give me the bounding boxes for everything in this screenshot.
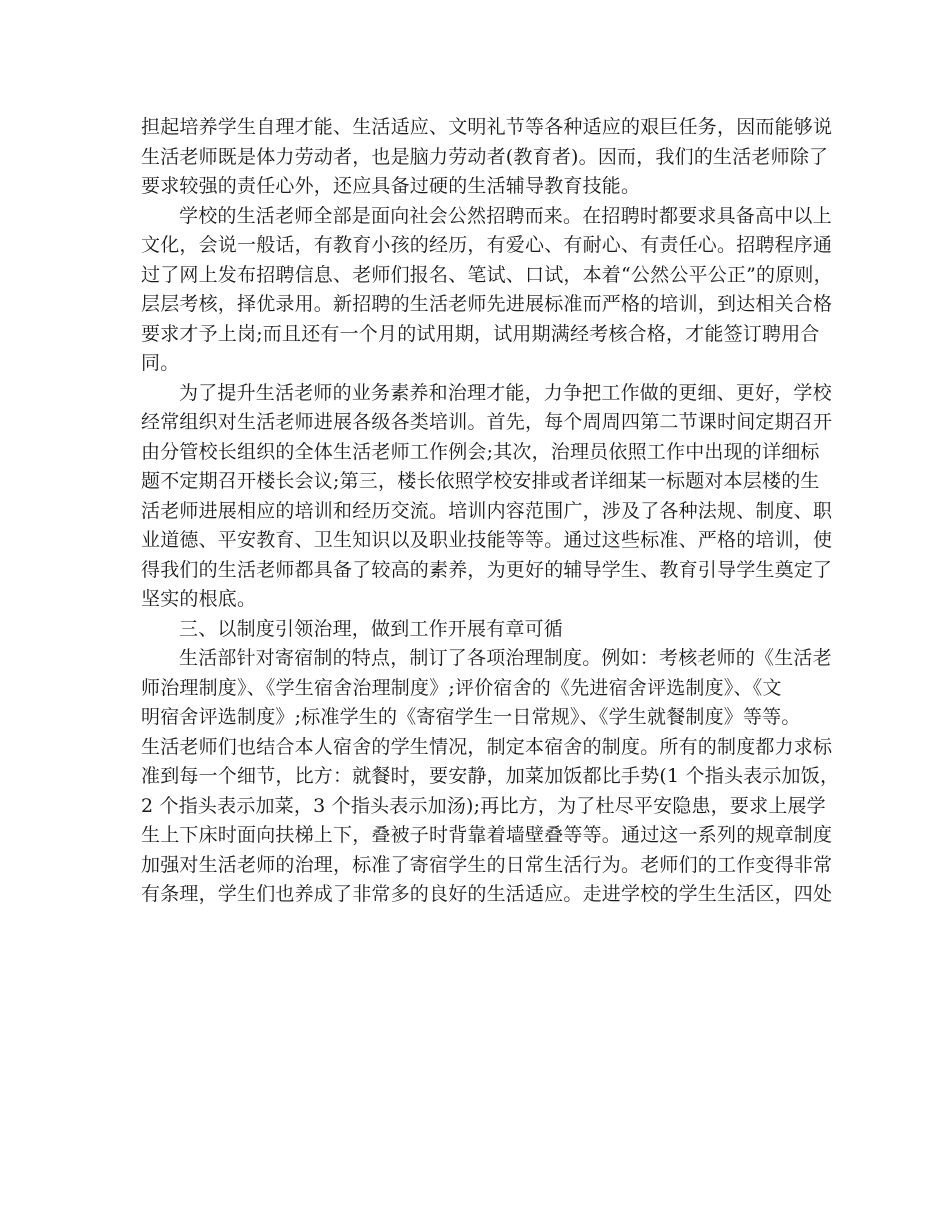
paragraph-rules [141, 644, 840, 910]
text-line: 题不定期召开楼长会议;第三，楼长依照学校安排或者详细某一标题对本层楼的生 [141, 470, 820, 492]
text-line: 要求较强的责任心外，还应具备过硬的生活辅导教育技能。 [141, 175, 641, 197]
document-body [141, 113, 840, 910]
text-line: 加强对生活老师的治理，标准了寄宿学生的日常生活行为。老师们的工作变得非常 [141, 853, 833, 876]
text-line: 坚实的根底。 [141, 588, 257, 610]
text-line: 为了提升生活老师的业务素养和治理才能，力争把工作做的更细、更好，学校 [179, 381, 832, 404]
text-line: 层层考核，择优录用。新招聘的生活老师先进展标准而严格的培训，到达相关合格 [141, 293, 833, 315]
text-line: 由分管校长组织的全体生活老师工作例会;其次，治理员依照工作中出现的详细标 [141, 440, 820, 463]
text-line: 生活老师们也结合本人宿舍的学生情况，制定本宿舍的制度。所有的制度都力求标 [141, 735, 833, 758]
paragraph-recruitment [141, 202, 833, 379]
text-line: 生上下床时面向扶梯上下，叠被子时背靠着墙壁叠等等。通过这一系列的规章制度 [141, 824, 833, 846]
text-line: 要求才予上岗;而且还有一个月的试用期，试用期满经考核合格，才能签订聘用合 [141, 322, 820, 345]
text-line: 学校的生活老师全部是面向社会公然招聘而来。在招聘时都要求具备高中以上 [179, 204, 832, 227]
text-line: 2 个指头表示加菜，3 个指头表示加汤);再比方，为了杜尽平安隐患，要求上展学 [141, 794, 826, 817]
text-line: 生活部针对寄宿制的特点，制订了各项治理制度。例如：考核老师的《生活老 [179, 647, 832, 669]
text-line: 业道德、平安教育、卫生知识以及职业技能等等。通过这些标准、严格的培训，使 [141, 529, 833, 551]
text-line: 明宿舍评选制度》;标准学生的《寄宿学生一日常规》、《学生就餐制度》等等。 [141, 706, 801, 728]
paragraph-continuation [141, 113, 833, 202]
section-heading-text: 三、以制度引领治理，做到工作开展有章可循 [179, 617, 564, 640]
text-line: 担起培养学生自理才能、生活适应、文明礼节等各种适应的艰巨任务，因而能够说 [141, 116, 833, 138]
text-line: 活老师进展相应的培训和经历交流。培训内容范围广，涉及了各种法规、制度、职 [141, 499, 833, 522]
text-line: 师治理制度》、《学生宿舍治理制度》;评价宿舍的《先进宿舍评选制度》、《文 [141, 676, 782, 699]
text-line: 生活老师既是体力劳动者，也是脑力劳动者(教育者)。因而，我们的生活老师除了 [141, 145, 829, 168]
text-line: 经常组织对生活老师进展各级各类培训。首先，每个周周四第二节课时间定期召开 [141, 411, 833, 433]
text-line: 文化，会说一般话，有教育小孩的经历，有爱心、有耐心、有责任心。招聘程序通 [141, 234, 833, 256]
paragraph-training [141, 379, 833, 615]
text-line: 准到每一个细节，比方：就餐时，要安静，加菜加饭都比手势(1 个指头表示加饭， [141, 765, 840, 787]
text-line: 有条理，学生们也养成了非常多的良好的生活适应。走进学校的学生生活区，四处 [141, 883, 833, 905]
text-line: 过了网上发布招聘信息、老师们报名、笔试、口试，本着“公然公平公正”的原则， [141, 263, 833, 286]
text-line: 得我们的生活老师都具备了较高的素养，为更好的辅导学生、教育引导学生奠定了 [141, 558, 833, 581]
text-line: 同。 [141, 352, 180, 374]
section-heading [141, 615, 809, 645]
